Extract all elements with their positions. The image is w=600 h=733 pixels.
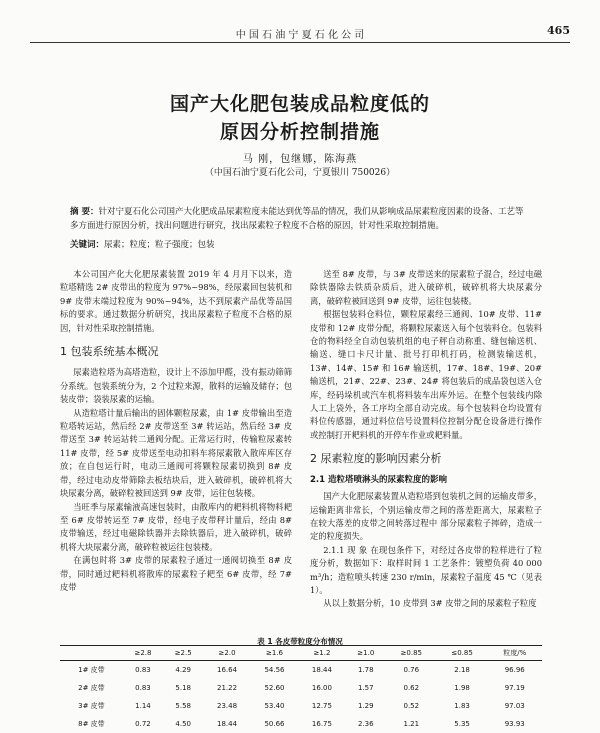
paragraph: 根据包装料仓料位，颗粒尿素经三通阀、10# 皮带、11# 皮带和 12# 皮带分配，将颗粒尿素送入每个包装料仓。包装料仓的物料经全自动包装机组的电子秤自动称重、缝包输送机、输送、缝口卡尺计量、批号打印机打码，检测装输送机，13#、14#、15# 和 16# 输送机，17#、18#、19#、20# 输送机，21#、22#、23#、24# 将包装后的成品袋包送入仓库，经码垛机或汽车机将料装车出库外运。在整个包装线内除人工上袋外，各工序均全部自动完成。每个包装料仓均设置有料位传感器，通过料位信号设置料位控制分配仓设备进行操作或控制打开耙料机的开停车作业或耙料量。 (310, 308, 542, 442)
table-header-row (60, 646, 542, 661)
table-cell: 0.72 (123, 715, 163, 733)
authors: 马 刚，包继娜，陈海燕 (0, 150, 600, 165)
table-row (60, 661, 542, 680)
table-cell: 1.78 (346, 661, 386, 680)
table-cell: 0.76 (386, 661, 437, 680)
abstract-label: 摘 要： (70, 207, 98, 217)
table-cell: 5.35 (437, 715, 488, 733)
paragraph: 当旺季与尿素输液高速包装时，由散库内的耙料机将物料耙至 6# 皮带转运至 7# 皮带，经电子皮带秤计量后，经由 8# 皮带输送，经过电磁除铁器并去除铁器后，进入破碎机，破碎机将大块尿素分离，破碎粒被运往包装楼。 (60, 501, 292, 555)
journal-name: 中 国 石 油 宁 夏 石 化 公 司 (30, 26, 570, 41)
granularity-table (60, 645, 542, 733)
table-cell: 97.19 (487, 679, 542, 697)
table-cell: 16.64 (203, 661, 250, 680)
table-cell: 2# 皮带 (60, 679, 123, 697)
paragraph: 从造粒塔计量后输出的固体颗粒尿素，由 1# 皮带输出至造粒塔转运站，然后经 2# 皮带送至 3# 转运站，然后经 3# 皮带送至 3# 转运站转二通阀分配。正常运行时，传输粒尿素转 11# 皮带，经 5# 皮带送至电动扣料车将尿素散入散库库区存放；在自包运行时，电动三通阀可将颗粒尿素切换到 8# 皮带，经过电动皮带筛除去板结块后，进入破碎机，破碎机将大块尿素分离，破碎粒被回送到 9# 皮带，运往包装楼。 (60, 407, 292, 501)
table-cell: 97.03 (487, 697, 542, 715)
left-column (60, 268, 292, 594)
abstract (70, 205, 530, 233)
table-cell: 18.44 (203, 715, 250, 733)
paragraph: 在满包时将 3# 皮带的尿素粒子通过一通阀切换至 8# 皮带，同时通过耙料机将散库的尿素粒子耙至 6# 皮带，经 7# 皮带 (60, 554, 292, 594)
title-line-1: 国产大化肥包装成品粒度低的 (0, 90, 600, 118)
table-cell: 16.75 (298, 715, 345, 733)
table-cell: 1# 皮带 (60, 661, 123, 680)
table-cell: 53.40 (251, 697, 298, 715)
paragraph: 从以上数据分析，10 皮带到 3# 皮带之间的尿素粒子粒度 (310, 597, 542, 610)
table-cell: 4.29 (163, 661, 203, 680)
table-header-cell: ≥1.6 (251, 646, 298, 661)
table-cell: 52.60 (251, 679, 298, 697)
table-header-cell (60, 646, 123, 661)
table-header-cell: ≥2.5 (163, 646, 203, 661)
running-header (30, 24, 570, 43)
table-header-cell: ≥1.0 (346, 646, 386, 661)
table-cell: 0.62 (386, 679, 437, 697)
table-cell: 0.83 (123, 679, 163, 697)
table-header-cell: ≥2.8 (123, 646, 163, 661)
table-header-cell: ≥1.2 (298, 646, 345, 661)
table-cell: 1.57 (346, 679, 386, 697)
table-body (60, 661, 542, 733)
title-line-2: 原因分析控制措施 (0, 118, 600, 146)
subsection-2-1-heading: 2.1 造粒塔喷淋头的尿素粒度的影响 (310, 474, 542, 487)
table-cell: 96.96 (487, 661, 542, 680)
table-cell: 1.98 (437, 679, 488, 697)
table-header-cell: 粒度/% (487, 646, 542, 661)
paragraph: 尿素造粒塔为高塔造粒，设计上不添加甲醛，没有振动筛筛分系统。包装系统分为，2 个过粒来源，散料的运输及储存；包装皮带；袋装尿素的运输。 (60, 366, 292, 406)
paper-title (0, 90, 600, 146)
table-cell: 8# 皮带 (60, 715, 123, 733)
table-cell: 18.44 (298, 661, 345, 680)
keywords-label: 关键词： (70, 240, 104, 250)
table-cell: 50.66 (251, 715, 298, 733)
section-2-heading: 2 尿素粒度的影响因素分析 (310, 452, 542, 465)
table-cell: 93.93 (487, 715, 542, 733)
affiliation: （中国石油宁夏石化公司，宁夏银川 750026） (0, 165, 600, 178)
abstract-text: 针对宁夏石化公司国产大化肥成品尿素粒度未能达到优等品的情况，我们从影响成品尿素粒度因素的设备、工艺等多方面进行原因分析，找出问题进行研究，找出尿素粒子粒度不合格的原因，针对性采取控制措施。 (70, 207, 523, 231)
table-cell: 0.83 (123, 661, 163, 680)
page-number: 465 (547, 24, 570, 37)
table-cell: 5.18 (163, 679, 203, 697)
table-cell: 5.58 (163, 697, 203, 715)
paragraph: 国产大化肥尿素装置从造粒塔到包装机之间的运输皮带多，运输距离非常长，个别运输皮带之间的落差距离大，尿素粒子在较大落差的皮带之间转落过程中 部分尿素粒子摔碎，造成一定的粒度损失。 (310, 490, 542, 544)
intro-paragraph: 本公司国产化大化肥尿素装置 2019 年 4 月月下以来，造粒塔精选 2# 皮带出的粒度为 97%~98%，经尿素回包装机和 9# 皮带末端过粒度为 90%~94%，达不到尿素产品优等品国标的要求。通过数据分析研究，找出尿素粒子粒度不合格的原因，针对性采取控制措施。 (60, 268, 292, 335)
table-cell: 1.21 (386, 715, 437, 733)
keywords-text: 尿素；粒度；粒子强度；包装 (104, 240, 215, 250)
table-cell: 1.29 (346, 697, 386, 715)
table-cell: 2.36 (346, 715, 386, 733)
table-caption: 表 1 各皮带粒度分布情况 (0, 636, 600, 647)
table-cell: 12.75 (298, 697, 345, 715)
paragraph (310, 544, 542, 598)
table-header-cell: ≤0.85 (437, 646, 488, 661)
paragraph-text: 在现包条件下，对经过各皮带的粒样进行了粒度分析，数据如下：取样时间 1 工艺条件：镀塑负荷 40 000 m³/h；造粒喷头转速 230 r/min，尿素粒子温度 45 ℃（见表 1）。 (310, 545, 542, 595)
table-row (60, 679, 542, 697)
section-1-heading: 1 包装系统基本概况 (60, 345, 292, 358)
subsection-2-1-1-heading: 2.1.1 现 象 (323, 545, 367, 555)
table-cell: 4.50 (163, 715, 203, 733)
table-row (60, 715, 542, 733)
keywords (70, 238, 530, 252)
table-cell: 1.83 (437, 697, 488, 715)
table-cell: 54.56 (251, 661, 298, 680)
table-cell: 23.48 (203, 697, 250, 715)
table-header-cell: ≥0.85 (386, 646, 437, 661)
table-cell: 1.14 (123, 697, 163, 715)
table-cell: 2.18 (437, 661, 488, 680)
table-cell: 21.22 (203, 679, 250, 697)
right-column (310, 268, 542, 611)
table-cell: 3# 皮带 (60, 697, 123, 715)
table-cell: 16.00 (298, 679, 345, 697)
table-cell: 0.52 (386, 697, 437, 715)
table-header-cell: ≥2.0 (203, 646, 250, 661)
paragraph: 送至 8# 皮带，与 3# 皮带送来的尿素粒子混合，经过电磁除铁器除去铁质杂质后，进入破碎机，破碎机将大块尿素分离，破碎粒被回送到 9# 皮带，运往包装楼。 (310, 268, 542, 308)
